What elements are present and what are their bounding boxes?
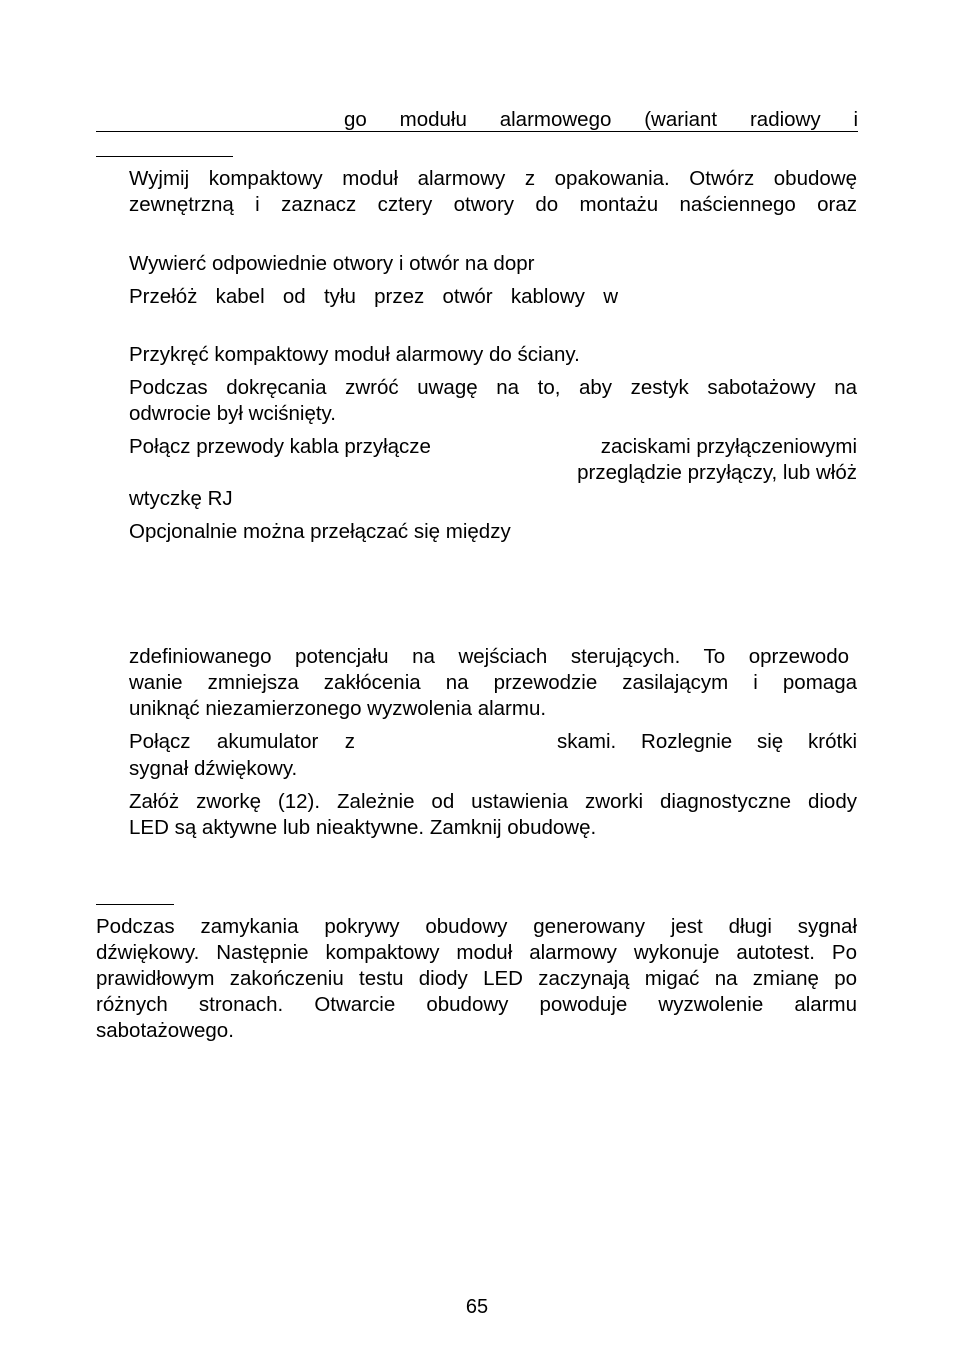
step-10-line-1: Załóż zworkę (12). Zależnie od ustawienia zworki diagnostyczne diody [129, 790, 857, 813]
note-line-3: prawidłowym zakończeniu testu diody LED zaczynają migać na zmianę po [96, 967, 857, 990]
step-5-line-2: odwrocie był wciśnięty. [129, 402, 336, 425]
step-9-line-2: sygnał dźwiękowy. [129, 757, 298, 780]
step-9-line-1b: skami. Rozlegnie się krótki [557, 730, 857, 753]
step-8-line-1: zdefiniowanego potencjału na wejściach sterujących. To oprzewodo [129, 645, 849, 668]
step-1-line-2: zewnętrzną i zaznacz cztery otwory do montażu naściennego oraz [129, 193, 857, 216]
step-6-line-3: wtyczkę RJ [129, 487, 233, 510]
note-line-2: dźwiękowy. Następnie kompaktowy moduł alarmowy wykonuje autotest. Po [96, 941, 857, 964]
heading-underline [96, 131, 858, 132]
note-rule [96, 904, 174, 905]
step-6-line-1b: zaciskami przyłączeniowymi [600, 435, 857, 458]
section-heading: go modułu alarmowego (wariant radiowy i [344, 108, 858, 131]
step-4-line-1: Przykręć kompaktowy moduł alarmowy do ściany. [129, 343, 580, 366]
step-5-line-1: Podczas dokręcania zwróć uwagę na to, aby zestyk sabotażowy na [129, 376, 857, 399]
step-1-line-1: Wyjmij kompaktowy moduł alarmowy z opakowania. Otwórz obudowę [129, 167, 857, 190]
heading-underline-short [96, 156, 233, 157]
note-line-4: różnych stronach. Otwarcie obudowy powoduje wyzwolenie alarmu [96, 993, 857, 1016]
step-8-line-2: wanie zmniejsza zakłócenia na przewodzie zasilającym i pomaga [129, 671, 857, 694]
step-10-line-2: LED są aktywne lub nieaktywne. Zamknij obudowę. [129, 816, 597, 839]
step-8-line-3: uniknąć niezamierzonego wyzwolenia alarmu. [129, 697, 547, 720]
step-6-line-1a: Połącz przewody kabla przyłącze [129, 435, 431, 458]
step-9-line-1a: Połącz akumulator z [129, 730, 355, 753]
step-7-line-1: Opcjonalnie można przełączać się między [129, 520, 511, 543]
step-3-line-1: Przełóż kabel od tyłu przez otwór kablowy w [129, 285, 618, 308]
note-line-1: Podczas zamykania pokrywy obudowy generowany jest długi sygnał [96, 915, 857, 938]
step-2-line-1: Wywierć odpowiednie otwory i otwór na dopr [129, 252, 535, 275]
step-6-line-2: przeglądzie przyłączy, lub włóż [577, 461, 857, 484]
page-number: 65 [465, 1296, 489, 1318]
note-line-5: sabotażowego. [96, 1019, 234, 1042]
